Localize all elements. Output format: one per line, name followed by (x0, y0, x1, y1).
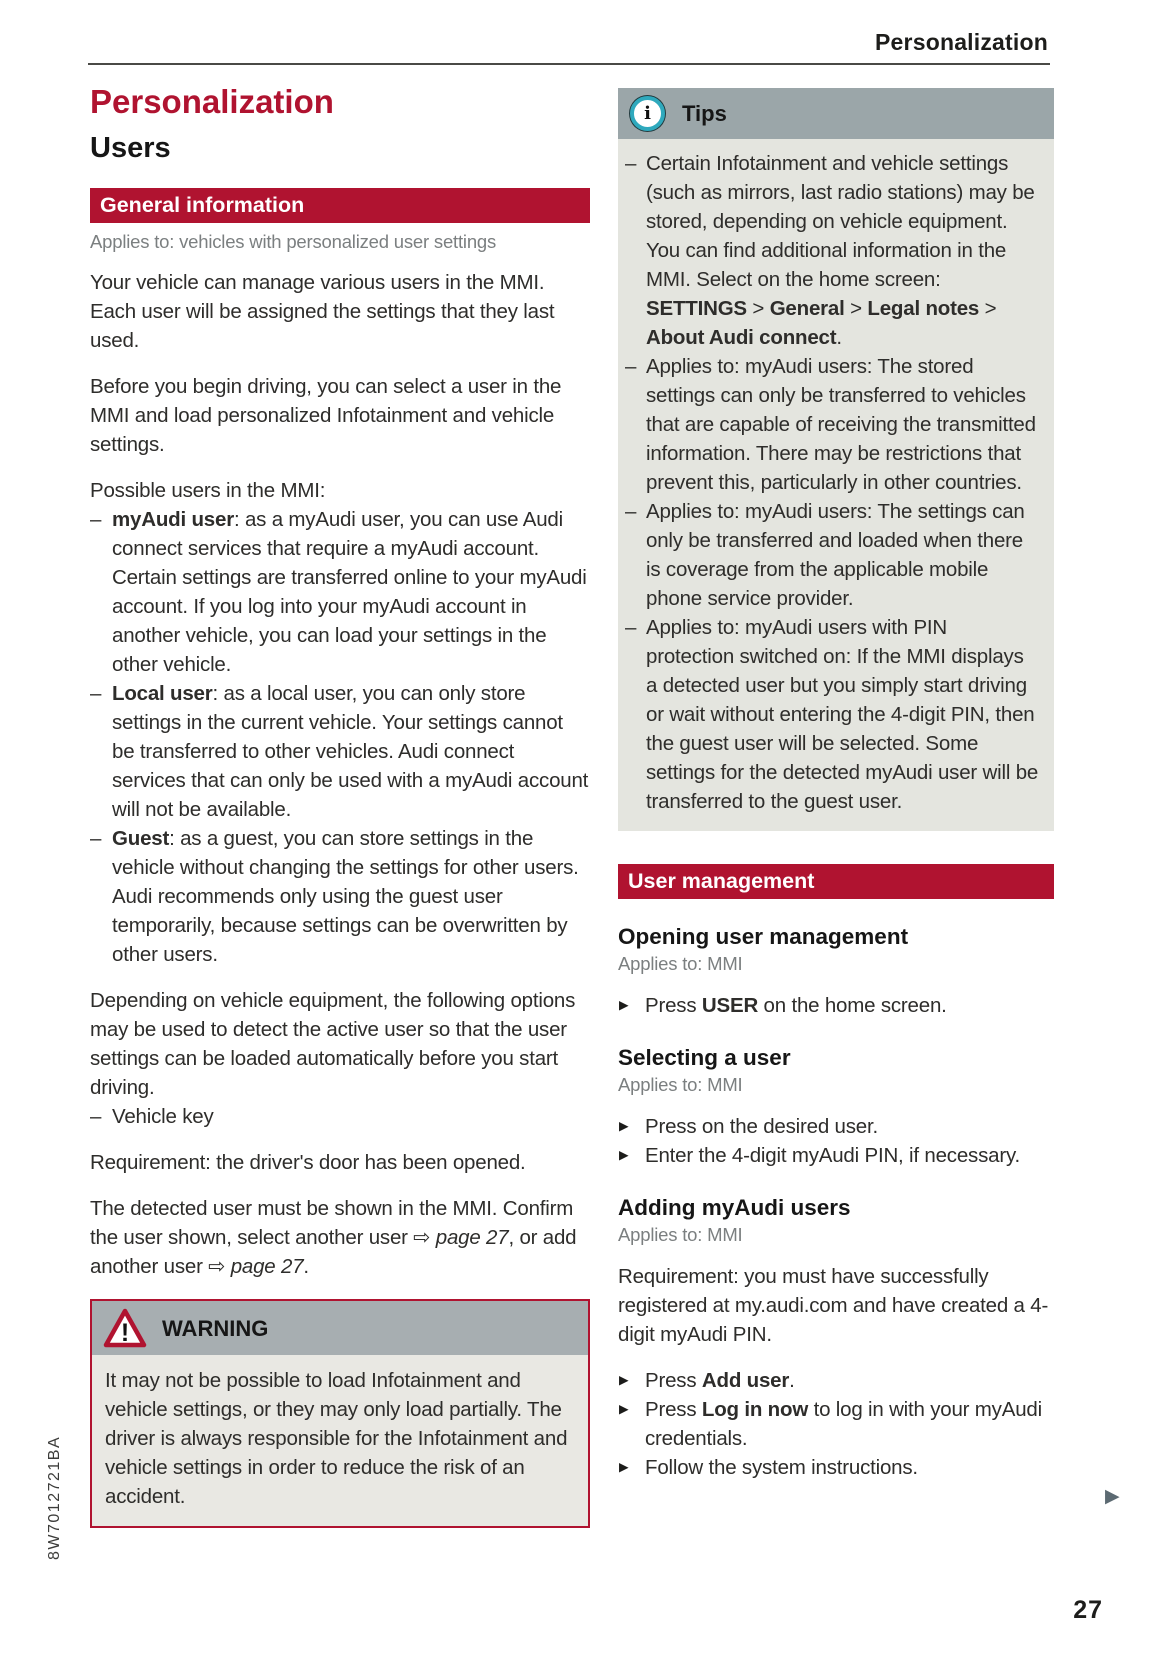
subsection-title-selecting: Selecting a user (618, 1045, 791, 1070)
applies-note: Applies to: vehicles with personalized user settings (90, 231, 497, 252)
tips-box-header (618, 88, 1054, 139)
warning-triangle-icon (103, 1308, 147, 1348)
tips-item-pin-protection: – Applies to: myAudi users with PIN protection switched on: If the MMI displays a detected user but you simply start driving or wait without entering the 4-digit PIN, then the guest user will be selected. Some settings for the detected myAudi user will be transferred to the guest user. (625, 613, 1040, 816)
tips-list (618, 149, 1054, 816)
svg-text:!: ! (120, 1319, 130, 1347)
paragraph-manage-users: Your vehicle can manage various users in the MMI. Each user will be assigned the settings that they last used. (90, 271, 555, 352)
warning-box-header (92, 1301, 588, 1355)
detection-options-list (90, 1102, 590, 1131)
paragraph-adding-requirement: Requirement: you must have successfully registered at my.audi.com and have created a 4-digit myAudi PIN. (618, 1265, 1049, 1346)
paragraph-before-driving: Before you begin driving, you can select a user in the MMI and load personalized Infotainment and vehicle settings. (90, 375, 562, 456)
paragraph-requirement: Requirement: the driver's door has been opened. (90, 1151, 526, 1174)
list-item-vehicle-key: – Vehicle key (90, 1102, 590, 1131)
tips-title: Tips (682, 101, 727, 126)
step-press-user: ▶ Press USER on the home screen. (618, 991, 1054, 1020)
tips-item-stored-settings: – Certain Infotainment and vehicle settings (such as mirrors, last radio stations) may be stored, depending on vehicle equipment. You can find additional information in the MMI. Select on the home screen: SETTINGS > General > Legal notes > About Audi connect. (625, 149, 1040, 352)
document-code: 8W7012721BA (46, 1435, 63, 1560)
running-header: Personalization (875, 29, 1048, 55)
user-types-list (90, 505, 590, 969)
user-management-banner: User management (618, 864, 1054, 899)
warning-body-text: It may not be possible to load Infotainment and vehicle settings, or they may only load partially. The driver is always responsible for the Infotainment and vehicle settings in order to reduce the risk of an accident. (105, 1369, 568, 1508)
general-information-banner: General information (90, 188, 590, 223)
step-follow-instructions: ▶ Follow the system instructions. (618, 1453, 1054, 1482)
warning-title: WARNING (162, 1315, 269, 1341)
subsection-title-adding: Adding myAudi users (618, 1195, 851, 1220)
page-title: Users (90, 132, 171, 164)
header-rule (88, 63, 1050, 65)
tips-item-coverage: – Applies to: myAudi users: The settings can only be transferred and loaded when there is coverage from the applicable mobile phone service provider. (625, 497, 1040, 613)
step-press-add-user: ▶ Press Add user. (618, 1366, 1054, 1395)
applies-note-opening: Applies to: MMI (618, 953, 743, 974)
chapter-title: Personalization (90, 83, 334, 120)
left-column (90, 84, 590, 1528)
warning-box (90, 1299, 590, 1528)
list-item-local-user: – Local user: as a local user, you can only store settings in the current vehicle. Your settings cannot be transferred to other vehicles. Audi connect services that can only be used with a myAudi account will not be available. (90, 679, 590, 824)
list-item-guest: – Guest: as a guest, you can store settings in the vehicle without changing the settings for other users. Audi recommends only using the guest user temporarily, because settings can be overwritten by other users. (90, 824, 590, 969)
steps-selecting (618, 1112, 1054, 1170)
info-icon: i (630, 96, 665, 131)
step-enter-pin: ▶ Enter the 4-digit myAudi PIN, if necessary. (618, 1141, 1054, 1170)
tips-item-transfer-vehicles: – Applies to: myAudi users: The stored settings can only be transferred to vehicles that are capable of receiving the transmitted information. There may be restrictions that prevent this, particularly in other countries. (625, 352, 1040, 497)
subsection-title-opening: Opening user management (618, 924, 909, 949)
applies-note-selecting: Applies to: MMI (618, 1074, 743, 1095)
applies-note-adding: Applies to: MMI (618, 1224, 743, 1245)
page-number: 27 (1073, 1596, 1103, 1624)
list-item-myaudi-user: – myAudi user: as a myAudi user, you can use Audi connect services that require a myAudi account. Certain settings are transferred online to your myAudi account. If you log into your myAudi account in another vehicle, you can load your settings in the other vehicle. (90, 505, 590, 679)
page-continuation-icon: ▶ (1105, 1486, 1120, 1507)
step-press-log-in-now: ▶ Press Log in now to log in with your myAudi credentials. (618, 1395, 1054, 1453)
paragraph-detection-options: Depending on vehicle equipment, the following options may be used to detect the active user so that the user settings can be loaded automatically before you start driving. (90, 989, 576, 1099)
tips-box (618, 88, 1054, 831)
steps-adding (618, 1366, 1054, 1482)
paragraph-possible-users: Possible users in the MMI: (90, 479, 326, 502)
steps-opening (618, 991, 1054, 1020)
right-column (618, 88, 1054, 1490)
paragraph-detected-user: The detected user must be shown in the MMI. Confirm the user shown, select another user ⇨ page 27, or add another user ⇨ page 27. (90, 1197, 577, 1278)
step-press-desired-user: ▶ Press on the desired user. (618, 1112, 1054, 1141)
